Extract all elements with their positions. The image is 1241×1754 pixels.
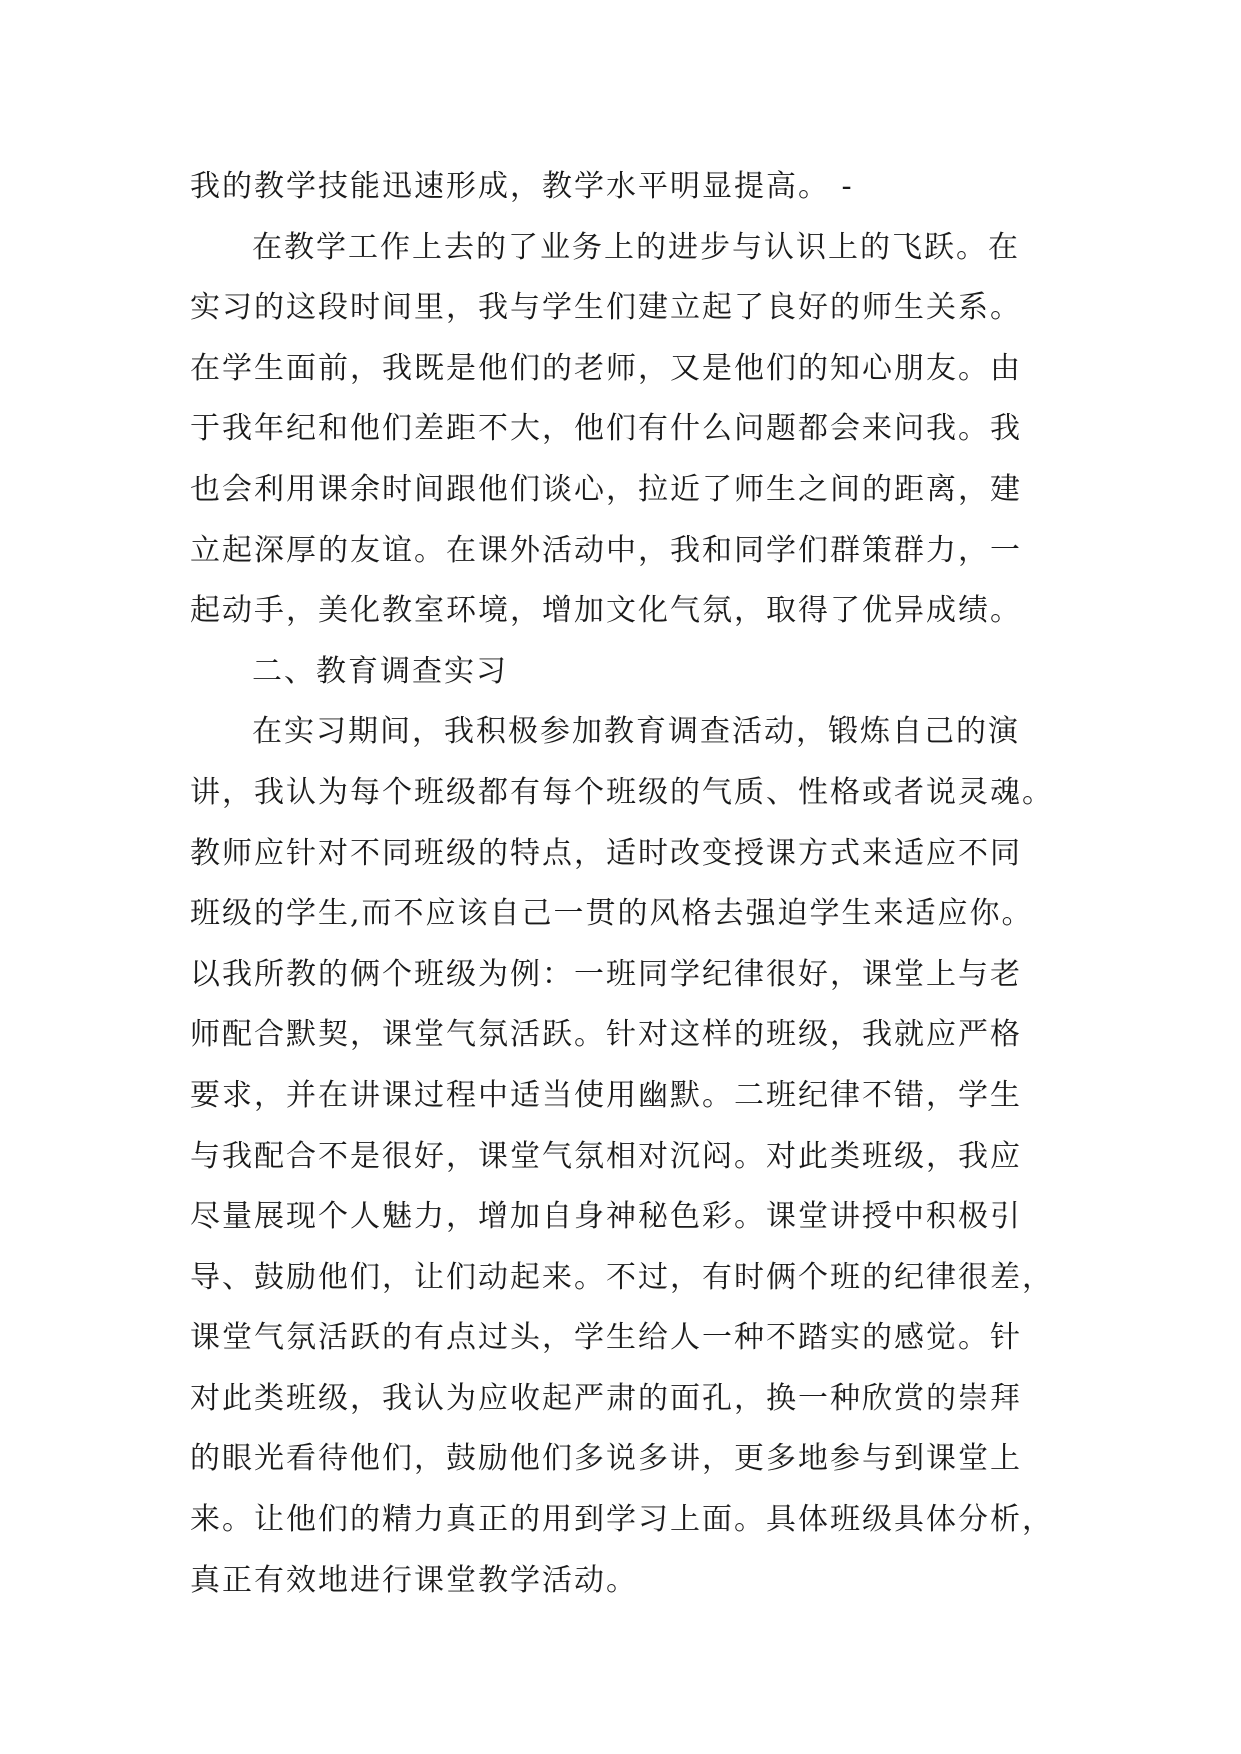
- body-text: [190, 157, 1070, 1611]
- paragraph-start-line: 在实习期间，我积极参加教育调查活动，锻炼自己的演: [252, 714, 1020, 750]
- text-line: 班级的学生,而不应该自己一贯的风格去强迫学生来适应你。: [190, 896, 1034, 932]
- text-line: 于我年纪和他们差距不大，他们有什么问题都会来问我。我: [190, 411, 1022, 447]
- text-line: 要求，并在讲课过程中适当使用幽默。二班纪律不错，学生: [190, 1077, 1022, 1113]
- section-heading: 二、教育调查实习: [252, 653, 508, 689]
- text-line: 立起深厚的友谊。在课外活动中，我和同学们群策群力，一: [190, 532, 1022, 568]
- text-line: 实习的这段时间里，我与学生们建立起了良好的师生关系。: [190, 290, 1022, 326]
- text-line: 来。让他们的精力真正的用到学习上面。具体班级具体分析，: [190, 1502, 1054, 1538]
- text-line: 讲，我认为每个班级都有每个班级的气质、性格或者说灵魂。: [190, 774, 1054, 810]
- text-line: 教师应针对不同班级的特点，适时改变授课方式来适应不同: [190, 835, 1022, 871]
- text-line: 课堂气氛活跃的有点过头，学生给人一种不踏实的感觉。针: [190, 1320, 1022, 1356]
- text-line: 的眼光看待他们，鼓励他们多说多讲，更多地参与到课堂上: [190, 1441, 1022, 1477]
- text-line: 我的教学技能迅速形成，教学水平明显提高。 -: [190, 169, 854, 204]
- text-line: 也会利用课余时间跟他们谈心，拉近了师生之间的距离，建: [190, 471, 1022, 507]
- paragraph-start-line: 在教学工作上去的了业务上的进步与认识上的飞跃。在: [252, 229, 1020, 265]
- text-line: 尽量展现个人魅力，增加自身神秘色彩。课堂讲授中积极引: [190, 1199, 1022, 1235]
- text-line: 师配合默契，课堂气氛活跃。针对这样的班级，我就应严格: [190, 1017, 1022, 1053]
- text-line: 对此类班级，我认为应收起严肃的面孔，换一种欣赏的崇拜: [190, 1380, 1022, 1416]
- text-line: 以我所教的俩个班级为例：一班同学纪律很好，课堂上与老: [190, 956, 1022, 992]
- text-line: 导、鼓励他们，让们动起来。不过，有时俩个班的纪律很差，: [190, 1259, 1054, 1295]
- text-line: 在学生面前，我既是他们的老师，又是他们的知心朋友。由: [190, 350, 1022, 386]
- text-line: 起动手，美化教室环境，增加文化气氛，取得了优异成绩。: [190, 593, 1022, 629]
- text-line: 真正有效地进行课堂教学活动。: [190, 1562, 638, 1598]
- text-line: 与我配合不是很好，课堂气氛相对沉闷。对此类班级，我应: [190, 1138, 1022, 1174]
